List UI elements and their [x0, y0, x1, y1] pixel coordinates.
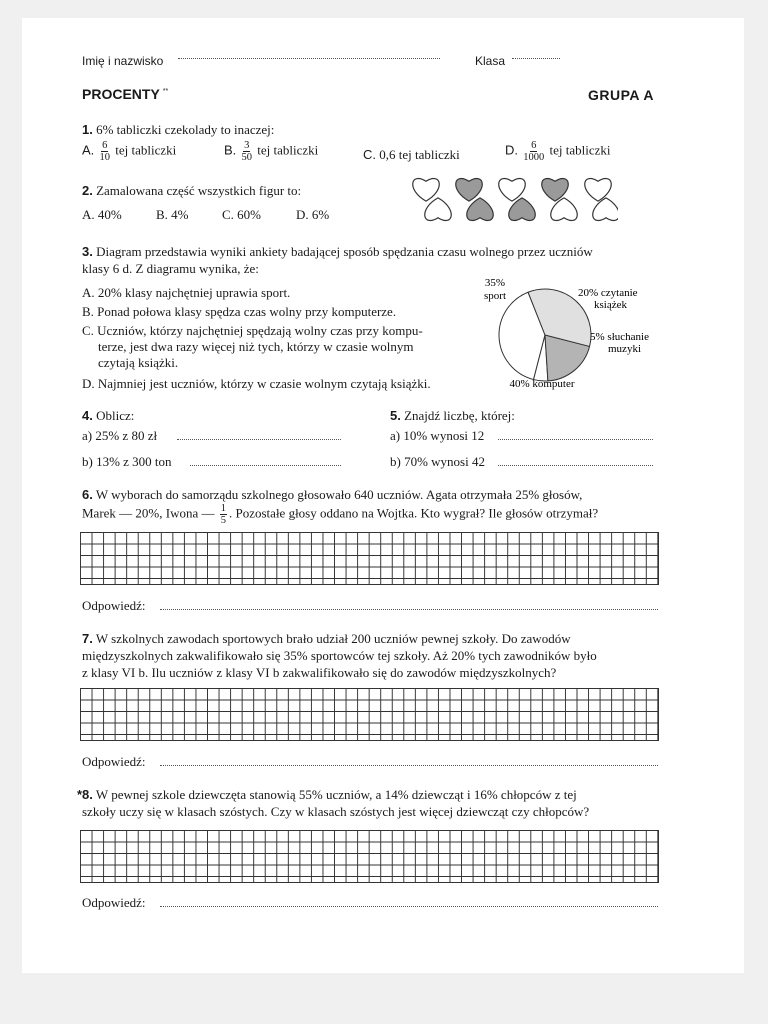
- q3-option-c-line2: terze, jest dwa razy więcej niż tych, którzy w czasie wolnym: [98, 339, 414, 354]
- hearts-figure: [408, 174, 618, 224]
- q6-question-line2: Marek — 20%, Iwona — $\frac{1}{5}$ . Pozostałe głosy oddano na Wojtka. Kto wygrał? Ile głosów otrzymał?: [82, 503, 599, 526]
- q1-option-b[interactable]: B. $\frac{3}{50}$ tej tabliczki: [224, 140, 319, 163]
- q4-question: 4. Oblicz:: [82, 408, 135, 423]
- q2-option-d[interactable]: D. 6%: [296, 207, 330, 222]
- q3-option-b[interactable]: B. Ponad połowa klasy spędza czas wolny przy komputerze.: [82, 304, 397, 319]
- q1-option-a[interactable]: A. $\frac{6}{10}$ tej tabliczki: [82, 140, 177, 163]
- q5-a-label: a) 10% wynosi 12: [390, 428, 485, 443]
- q3-option-d[interactable]: D. Najmniej jest uczniów, którzy w czasie wolnym czytają książki.: [82, 376, 431, 391]
- q8-question-line2: szkoły uczy się w klasach szóstych. Czy w klasach szóstych jest więcej dziewcząt czy chłopców?: [82, 804, 590, 819]
- q4-a-label: a) 25% z 80 zł: [82, 428, 158, 443]
- q2-option-a[interactable]: A. 40%: [82, 207, 122, 222]
- pie-chart: [470, 272, 670, 394]
- q7-work-grid[interactable]: [80, 688, 659, 741]
- q8-work-grid[interactable]: [80, 830, 659, 883]
- heart-shape: [425, 198, 452, 221]
- name-field[interactable]: [178, 58, 440, 59]
- q5-a-answer[interactable]: [498, 439, 653, 440]
- q3-option-c[interactable]: C. Uczniów, którzy najchętniej spędzają wolny czas przy kompu-: [82, 323, 423, 338]
- q7-question-line3: z klasy VI b. Ilu uczniów z klasy VI b zakwalifikowało się do zawodów międzyszkolnych?: [82, 665, 557, 680]
- q2-option-b[interactable]: B. 4%: [156, 207, 189, 222]
- q1-option-d[interactable]: D. $\frac{6}{1000}$ tej tabliczki: [505, 140, 611, 163]
- q4-a-answer[interactable]: [177, 439, 341, 440]
- q5-question: 5. Znajdź liczbę, której:: [390, 408, 515, 423]
- q3-option-c-line3: czytają książki.: [98, 355, 179, 370]
- q8-question-line1: *8. W pewnej szkole dziewczęta stanowią 55% uczniów, a 14% dziewcząt i 16% chłopców z tej: [77, 787, 577, 802]
- pie-label-computer: 40% komputer: [509, 378, 575, 390]
- page-title: PROCENTY **: [82, 86, 169, 102]
- q4-b-answer[interactable]: [190, 465, 341, 466]
- pie-label-sport: sport: [484, 290, 506, 302]
- q5-b-label: b) 70% wynosi 42: [390, 454, 485, 469]
- pie-label-reading-1: 20% czytanie: [578, 287, 638, 299]
- pie-label-music-2: muzyki: [608, 343, 641, 355]
- q6-question-line1: 6. W wyborach do samorządu szkolnego głosowało 640 uczniów. Agata otrzymała 25% głosów,: [82, 487, 583, 502]
- q3-option-a[interactable]: A. 20% klasy najchętniej uprawia sport.: [82, 285, 291, 300]
- q6-work-grid[interactable]: [80, 532, 659, 585]
- q8-answer-field[interactable]: [160, 906, 658, 907]
- heart-shape: [585, 179, 612, 202]
- heart-shape: [467, 198, 494, 221]
- q7-answer-label: Odpowiedź:: [82, 754, 146, 769]
- heart-shape: [456, 179, 483, 202]
- q3-question-line2: klasy 6 d. Z diagramu wynika, że:: [82, 261, 259, 276]
- q3-question-line1: 3. Diagram przedstawia wyniki ankiety badającej sposób spędzania czasu wolnego przez uczniów: [82, 244, 593, 259]
- q1-option-c[interactable]: C. 0,6 tej tabliczki: [363, 147, 460, 162]
- class-field[interactable]: [512, 58, 560, 59]
- q1-question: 1. 6% tabliczki czekolady to inaczej:: [82, 122, 275, 137]
- name-label: Imię i nazwisko: [82, 54, 164, 68]
- q7-question-line1: 7. W szkolnych zawodach sportowych brało udział 200 uczniów pewnej szkoły. Do zawodów: [82, 631, 571, 646]
- class-label: Klasa: [475, 54, 506, 68]
- heart-shape: [413, 179, 440, 202]
- q6-answer-label: Odpowiedź:: [82, 598, 146, 613]
- q7-question-line2: międzyszkolnych zakwalifikowało się 35% sportowców tej szkoły. Aż 20% tych zawodników było: [82, 648, 597, 663]
- q2-question: 2. Zamalowana część wszystkich figur to:: [82, 183, 302, 198]
- heart-shape: [593, 198, 618, 221]
- q7-answer-field[interactable]: [160, 765, 658, 766]
- pie-label-music-1: 5% słuchanie: [590, 331, 649, 343]
- group-label: GRUPA A: [588, 87, 654, 103]
- q2-option-c[interactable]: C. 60%: [222, 207, 261, 222]
- q6-answer-field[interactable]: [160, 609, 658, 610]
- pie-label-sport-pct: 35%: [484, 277, 506, 289]
- q5-b-answer[interactable]: [498, 465, 653, 466]
- q8-answer-label: Odpowiedź:: [82, 895, 146, 910]
- pie-label-reading-2: książek: [594, 299, 627, 311]
- q4-b-label: b) 13% z 300 ton: [82, 454, 172, 469]
